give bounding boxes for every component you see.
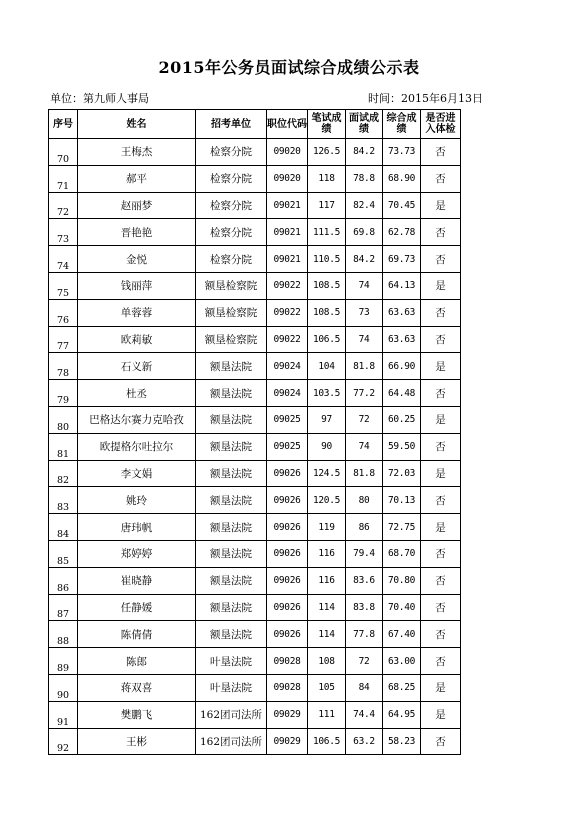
written-score-cell: 126.5 [308,139,346,166]
interview-score-cell: 86 [346,514,383,541]
interview-score-cell: 83.8 [346,594,383,621]
position-code-cell: 09026 [267,487,308,514]
interview-score-cell: 81.8 [346,460,383,487]
position-code-cell: 09026 [267,621,308,648]
seq-cell: 74 [49,246,78,273]
physical-exam-cell: 否 [421,380,461,407]
seq-cell: 75 [49,272,78,299]
total-score-cell: 63.63 [383,299,421,326]
unit-cell: 额垦法院 [196,540,267,567]
physical-exam-cell: 是 [421,701,461,728]
interview-score-cell: 83.6 [346,567,383,594]
table-row [49,165,461,192]
table-row [49,460,461,487]
total-score-cell: 64.48 [383,380,421,407]
table-row [49,621,461,648]
name-cell: 欧提格尔吐拉尔 [78,433,196,460]
header-physical-exam: 是否进入体检 [421,110,461,139]
interview-score-cell: 74 [346,326,383,353]
interview-score-cell: 74.4 [346,701,383,728]
seq-cell: 80 [49,406,78,433]
physical-exam-cell: 否 [421,139,461,166]
total-score-cell: 72.03 [383,460,421,487]
unit-cell: 额垦检察院 [196,326,267,353]
interview-score-cell: 84.2 [346,246,383,273]
physical-exam-cell: 是 [421,674,461,701]
seq-cell: 92 [49,728,78,755]
written-score-cell: 106.5 [308,728,346,755]
name-cell: 樊鹏飞 [78,701,196,728]
name-cell: 唐玮帆 [78,514,196,541]
written-score-cell: 120.5 [308,487,346,514]
position-code-cell: 09021 [267,219,308,246]
written-score-cell: 118 [308,165,346,192]
physical-exam-cell: 否 [421,728,461,755]
seq-cell: 77 [49,326,78,353]
header-written-score: 笔试成绩 [308,110,346,139]
position-code-cell: 09028 [267,648,308,675]
interview-score-cell: 80 [346,487,383,514]
name-cell: 石义新 [78,353,196,380]
seq-cell: 85 [49,540,78,567]
interview-score-cell: 74 [346,433,383,460]
table-row [49,648,461,675]
interview-score-cell: 82.4 [346,192,383,219]
header-interview-score: 面试成绩 [346,110,383,139]
name-cell: 欧莉敏 [78,326,196,353]
interview-score-cell: 84 [346,674,383,701]
unit-cell: 检察分院 [196,219,267,246]
total-score-cell: 63.63 [383,326,421,353]
position-code-cell: 09026 [267,460,308,487]
name-cell: 崔晓静 [78,567,196,594]
physical-exam-cell: 否 [421,433,461,460]
position-code-cell: 09029 [267,701,308,728]
unit-cell: 检察分院 [196,165,267,192]
total-score-cell: 68.90 [383,165,421,192]
position-code-cell: 09022 [267,272,308,299]
table-row [49,380,461,407]
written-score-cell: 119 [308,514,346,541]
total-score-cell: 60.25 [383,406,421,433]
unit-label: 单位：第九师人事局 [50,92,149,105]
name-cell: 陈倩倩 [78,621,196,648]
total-score-cell: 70.13 [383,487,421,514]
header-name: 姓名 [78,110,196,139]
table-body [49,139,461,755]
table-row [49,567,461,594]
physical-exam-cell: 否 [421,487,461,514]
physical-exam-cell: 否 [421,219,461,246]
unit-cell: 额垦法院 [196,353,267,380]
table-row [49,299,461,326]
unit-cell: 额垦法院 [196,460,267,487]
physical-exam-cell: 否 [421,326,461,353]
header-total-score: 综合成绩 [383,110,421,139]
written-score-cell: 97 [308,406,346,433]
name-cell: 单蓉蓉 [78,299,196,326]
table-row [49,594,461,621]
seq-cell: 73 [49,219,78,246]
total-score-cell: 72.75 [383,514,421,541]
name-cell: 郑婷婷 [78,540,196,567]
total-score-cell: 63.00 [383,648,421,675]
written-score-cell: 90 [308,433,346,460]
interview-score-cell: 78.8 [346,165,383,192]
table-row [49,674,461,701]
position-code-cell: 09025 [267,433,308,460]
table-row [49,353,461,380]
table-header-row [49,110,461,139]
table-row [49,406,461,433]
name-cell: 金悦 [78,246,196,273]
written-score-cell: 104 [308,353,346,380]
name-cell: 赵丽梦 [78,192,196,219]
physical-exam-cell: 是 [421,406,461,433]
interview-score-cell: 77.2 [346,380,383,407]
unit-cell: 162团司法所 [196,728,267,755]
position-code-cell: 09024 [267,353,308,380]
position-code-cell: 09028 [267,674,308,701]
physical-exam-cell: 否 [421,567,461,594]
physical-exam-cell: 否 [421,648,461,675]
position-code-cell: 09026 [267,594,308,621]
total-score-cell: 68.25 [383,674,421,701]
position-code-cell: 09024 [267,380,308,407]
interview-score-cell: 72 [346,406,383,433]
seq-cell: 87 [49,594,78,621]
total-score-cell: 64.13 [383,272,421,299]
interview-score-cell: 72 [346,648,383,675]
table-row [49,540,461,567]
table-row [49,514,461,541]
seq-cell: 88 [49,621,78,648]
table-row [49,192,461,219]
physical-exam-cell: 否 [421,165,461,192]
seq-cell: 81 [49,433,78,460]
name-cell: 任静媛 [78,594,196,621]
physical-exam-cell: 否 [421,246,461,273]
seq-cell: 71 [49,165,78,192]
unit-cell: 额垦法院 [196,594,267,621]
position-code-cell: 09021 [267,246,308,273]
seq-cell: 79 [49,380,78,407]
position-code-cell: 09026 [267,567,308,594]
written-score-cell: 114 [308,621,346,648]
position-code-cell: 09026 [267,540,308,567]
total-score-cell: 66.90 [383,353,421,380]
interview-score-cell: 69.8 [346,219,383,246]
position-code-cell: 09022 [267,326,308,353]
seq-cell: 78 [49,353,78,380]
header-seq: 序号 [49,110,78,139]
seq-cell: 86 [49,567,78,594]
unit-cell: 额垦法院 [196,406,267,433]
physical-exam-cell: 否 [421,299,461,326]
name-cell: 晋艳艳 [78,219,196,246]
written-score-cell: 103.5 [308,380,346,407]
unit-cell: 检察分院 [196,192,267,219]
physical-exam-cell: 是 [421,353,461,380]
written-score-cell: 108 [308,648,346,675]
table-row [49,433,461,460]
written-score-cell: 124.5 [308,460,346,487]
interview-score-cell: 74 [346,272,383,299]
total-score-cell: 70.40 [383,594,421,621]
written-score-cell: 116 [308,540,346,567]
seq-cell: 72 [49,192,78,219]
seq-cell: 84 [49,514,78,541]
written-score-cell: 108.5 [308,299,346,326]
written-score-cell: 114 [308,594,346,621]
name-cell: 杜丞 [78,380,196,407]
written-score-cell: 117 [308,192,346,219]
name-cell: 郝平 [78,165,196,192]
seq-cell: 90 [49,674,78,701]
seq-cell: 82 [49,460,78,487]
total-score-cell: 69.73 [383,246,421,273]
physical-exam-cell: 是 [421,514,461,541]
seq-cell: 76 [49,299,78,326]
table-row [49,701,461,728]
total-score-cell: 62.78 [383,219,421,246]
total-score-cell: 70.45 [383,192,421,219]
date-label: 时间：2015年6月13日 [368,92,483,105]
total-score-cell: 67.40 [383,621,421,648]
table-row [49,326,461,353]
written-score-cell: 106.5 [308,326,346,353]
interview-score-cell: 84.2 [346,139,383,166]
physical-exam-cell: 否 [421,594,461,621]
unit-cell: 额垦检察院 [196,272,267,299]
written-score-cell: 111.5 [308,219,346,246]
page-title: 2015年公务员面试综合成绩公示表 [158,58,420,77]
unit-cell: 检察分院 [196,139,267,166]
position-code-cell: 09025 [267,406,308,433]
interview-score-cell: 73 [346,299,383,326]
name-cell: 王彬 [78,728,196,755]
position-code-cell: 09021 [267,192,308,219]
table-row [49,728,461,755]
position-code-cell: 09020 [267,165,308,192]
unit-cell: 额垦法院 [196,433,267,460]
name-cell: 李文娟 [78,460,196,487]
unit-cell: 额垦法院 [196,487,267,514]
interview-score-cell: 77.8 [346,621,383,648]
physical-exam-cell: 否 [421,621,461,648]
total-score-cell: 64.95 [383,701,421,728]
interview-score-cell: 81.8 [346,353,383,380]
unit-cell: 额垦法院 [196,567,267,594]
unit-cell: 叶垦法院 [196,648,267,675]
position-code-cell: 09022 [267,299,308,326]
position-code-cell: 09029 [267,728,308,755]
physical-exam-cell: 是 [421,460,461,487]
seq-cell: 83 [49,487,78,514]
written-score-cell: 108.5 [308,272,346,299]
name-cell: 王梅杰 [78,139,196,166]
physical-exam-cell: 否 [421,540,461,567]
table-row [49,487,461,514]
name-cell: 陈郎 [78,648,196,675]
written-score-cell: 116 [308,567,346,594]
physical-exam-cell: 是 [421,192,461,219]
written-score-cell: 105 [308,674,346,701]
name-cell: 姚玲 [78,487,196,514]
seq-cell: 91 [49,701,78,728]
written-score-cell: 110.5 [308,246,346,273]
physical-exam-cell: 是 [421,272,461,299]
unit-cell: 162团司法所 [196,701,267,728]
unit-cell: 额垦法院 [196,380,267,407]
score-table [48,109,461,755]
written-score-cell: 111 [308,701,346,728]
seq-cell: 70 [49,139,78,166]
table-row [49,219,461,246]
table-row [49,272,461,299]
position-code-cell: 09026 [267,514,308,541]
total-score-cell: 59.50 [383,433,421,460]
unit-cell: 检察分院 [196,246,267,273]
header-position-code: 职位代码 [267,110,308,139]
unit-cell: 叶垦法院 [196,674,267,701]
name-cell: 巴格达尔赛力克哈孜 [78,406,196,433]
total-score-cell: 58.23 [383,728,421,755]
seq-cell: 89 [49,648,78,675]
total-score-cell: 73.73 [383,139,421,166]
name-cell: 钱丽萍 [78,272,196,299]
unit-cell: 额垦法院 [196,621,267,648]
interview-score-cell: 63.2 [346,728,383,755]
header-unit: 招考单位 [196,110,267,139]
table-row [49,246,461,273]
unit-cell: 额垦法院 [196,514,267,541]
total-score-cell: 68.70 [383,540,421,567]
unit-cell: 额垦检察院 [196,299,267,326]
name-cell: 蒋双喜 [78,674,196,701]
total-score-cell: 70.80 [383,567,421,594]
table-row [49,139,461,166]
interview-score-cell: 79.4 [346,540,383,567]
position-code-cell: 09020 [267,139,308,166]
